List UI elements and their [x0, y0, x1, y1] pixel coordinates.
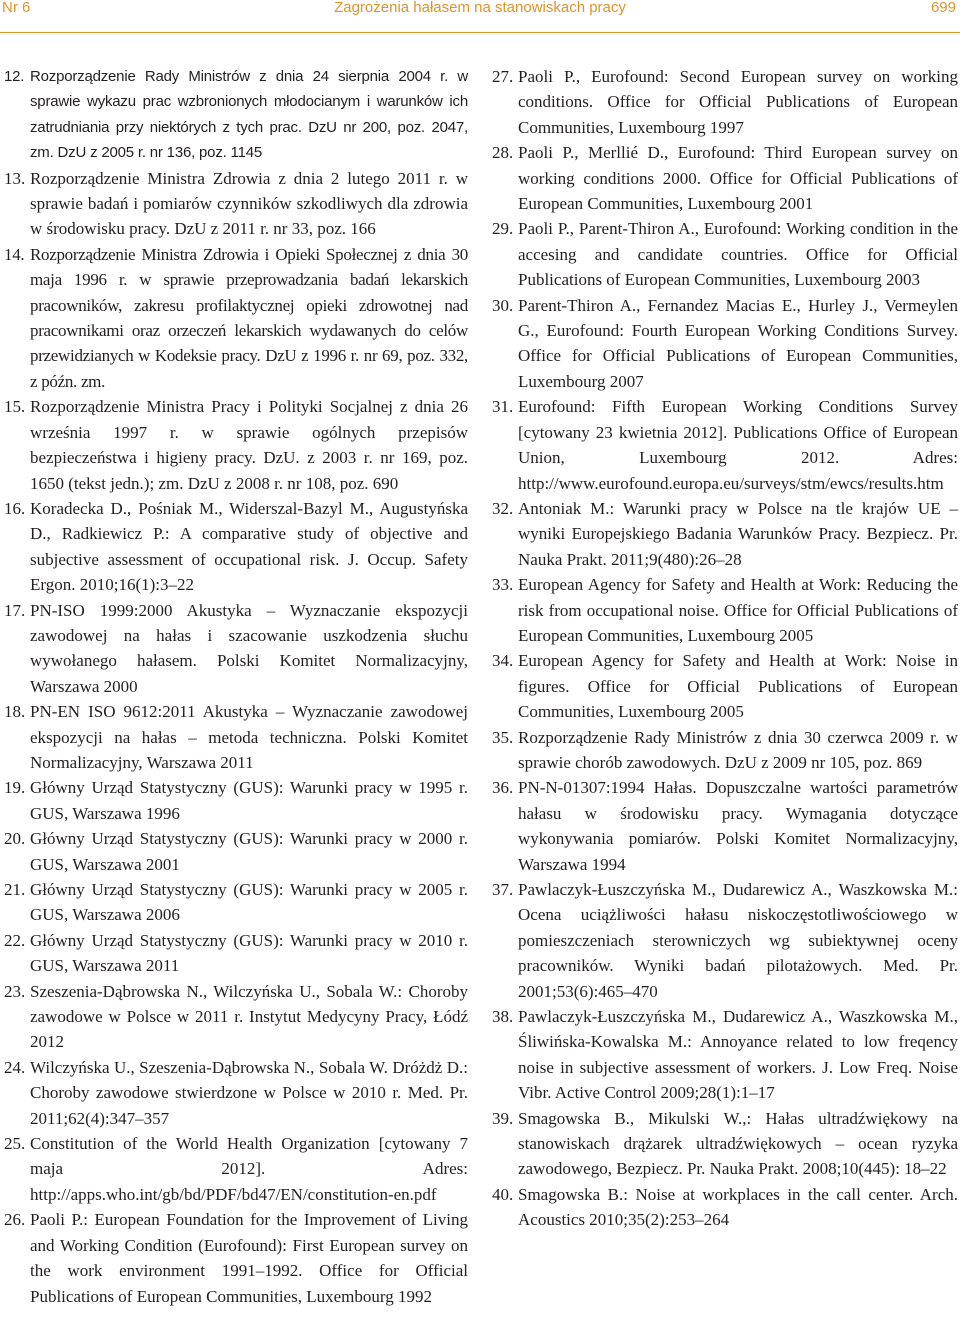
- reference-number: 16.: [4, 498, 26, 518]
- reference-text: PN-ISO 1999:2000 Akustyka – Wyznaczanie ekspozycji zawodowej na hałas i szacowanie uszkodzenia słuchu wywołanego hałasem. Polski Komitet Normalizacyjny, Warszawa 2000: [30, 600, 468, 696]
- reference-number: 31.: [492, 397, 514, 417]
- reference-number: 27.: [492, 67, 514, 86]
- reference-number: 29.: [492, 219, 514, 239]
- reference-number: 40.: [492, 1184, 514, 1204]
- reference-text: Smagowska B., Mikulski W.,: Hałas ultradźwiękowy na stanowiskach drążarek ultradźwiękowych – ocean ryzyka zawodowego, Bezpiecz. Pr. Nauka Prakt. 2008;10(445): 18–22: [518, 1108, 958, 1179]
- reference-number: 36.: [492, 778, 514, 798]
- reference-item-34: [492, 648, 958, 724]
- reference-item-35: [492, 725, 958, 776]
- reference-text: Koradecka D., Pośniak M., Widerszal-Bazyl M., Augustyńska D., Radkiewicz P.: A comparative study of objective and subjective assessment of occupational risk. J. Occup. Safety Ergon. 2010;16(1):3–22: [30, 498, 468, 595]
- reference-text: Rozporządzenie Ministra Zdrowia i Opieki Społecznej z dnia 30 maja 1996 r. w sprawie przeprowadzania badań lekarskich pracowników, zakresu profilaktycznej opieki zdrowotnej nad pracownikami oraz orzeczeń lekarskich wydawanych do celów przewidzianych w Kodeksie pracy. DzU z 1996 r. nr 69, poz. 332, z późn. zm.: [30, 244, 468, 391]
- reference-item-40: [492, 1182, 958, 1233]
- reference-text: Główny Urząd Statystyczny (GUS): Warunki pracy w 1995 r. GUS, Warszawa 1996: [30, 778, 468, 823]
- reference-item-14: [4, 242, 468, 394]
- reference-text: Wilczyńska U., Szeszenia-Dąbrowska N., Sobala W. Dróżdż D.: Choroby zawodowe stwierdzone w Polsce w 2010 r. Med. Pr. 2011;62(4):347–357: [30, 1057, 468, 1128]
- reference-text: Rozporządzenie Ministra Pracy i Polityki Socjalnej z dnia 26 września 1997 r. w sprawie ogólnych przepisów bezpieczeństwa i higieny pracy. DzU. z 2003 r. nr 169, poz. 1650 (tekst jedn.); zm. DzU z 2008 r. nr 108, poz. 690: [30, 397, 468, 493]
- reference-text: Paoli P.: European Foundation for the Improvement of Living and Working Condition (Eurofound): First European survey on the work environment 1991–1992. Office for Official Publications of European Communities, Luxembourg 1992: [30, 1210, 468, 1306]
- reference-item-16: [4, 496, 468, 598]
- reference-number: 32.: [492, 498, 514, 518]
- reference-number: 26.: [4, 1210, 26, 1230]
- reference-number: 25.: [4, 1134, 26, 1154]
- reference-item-26: [4, 1207, 468, 1309]
- reference-text: Antoniak M.: Warunki pracy w Polsce na tle krajów UE – wyniki Europejskiego Badania Warunków Pracy. Bezpiecz. Pr. Nauka Prakt. 2011;9(480):26–28: [518, 498, 958, 569]
- reference-number: 34.: [492, 651, 514, 671]
- reference-text: PN-N-01307:1994 Hałas. Dopuszczalne wartości parametrów hałasu w środowisku pracy. Wymagania dotyczące wykonywania pomiarów. Polski Komitet Normalizacyjny, Warszawa 1994: [518, 778, 958, 874]
- reference-item-22: [4, 928, 468, 979]
- reference-item-12: [4, 64, 468, 166]
- reference-number: 17.: [4, 600, 26, 620]
- reference-number: 18.: [4, 702, 26, 722]
- reference-item-24: [4, 1055, 468, 1131]
- reference-item-19: [4, 775, 468, 826]
- reference-item-30: [492, 293, 958, 395]
- reference-text: Rozporządzenie Ministra Zdrowia z dnia 2 lutego 2011 r. w sprawie badań i pomiarów czynników szkodliwych dla zdrowia w środowisku pracy. DzU z 2011 r. nr 33, poz. 166: [30, 168, 468, 239]
- references-column-right: [492, 64, 958, 1233]
- reference-item-15: [4, 394, 468, 496]
- reference-text: Główny Urząd Statystyczny (GUS): Warunki pracy w 2010 r. GUS, Warszawa 2011: [30, 930, 468, 976]
- reference-text: Rozporządzenie Rady Ministrów z dnia 30 czerwca 2009 r. w sprawie chorób zawodowych. DzU z 2009 nr 105, poz. 869: [518, 727, 958, 772]
- reference-number: 22.: [4, 930, 26, 950]
- reference-text: Szeszenia-Dąbrowska N., Wilczyńska U., Sobala W.: Choroby zawodowe w Polsce w 2011 r. Instytut Medycyny Pracy, Łódź 2012: [30, 981, 468, 1052]
- reference-list-right: [492, 64, 958, 1233]
- reference-number: 24.: [4, 1057, 26, 1077]
- reference-item-38: [492, 1004, 958, 1106]
- reference-text: Pawlaczyk-Łuszczyńska M., Dudarewicz A., Waszkowska M., Śliwińska-Kowalska M.: Annoyance related to low freqency noise in subjective assessment of workers. J. Low Freq. Noise Vibr. Active Control 2009;28(1):1–17: [518, 1007, 958, 1103]
- running-title: Zagrożenia hałasem na stanowiskach pracy: [334, 0, 626, 16]
- reference-text: European Agency for Safety and Health at Work: Noise in figures. Office for Official Publications of European Communities, Luxembourg 2005: [518, 651, 958, 722]
- reference-number: 13.: [4, 168, 26, 188]
- issue-number: Nr 6: [2, 0, 31, 16]
- reference-text: Pawlaczyk-Łuszczyńska M., Dudarewicz A., Waszkowska M.: Ocena uciążliwości hałasu niskoczęstotliwościowego w pomieszczeniach sterowniczych wg subiektywnej oceny pracowników. Wyniki badań pilotażowych. Med. Pr. 2001;53(6):465–470: [518, 880, 958, 1001]
- reference-number: 14.: [4, 244, 25, 264]
- reference-item-28: [492, 140, 958, 216]
- reference-item-18: [4, 699, 468, 775]
- reference-item-29: [492, 216, 958, 292]
- reference-item-17: [4, 598, 468, 700]
- reference-number: 28.: [492, 143, 514, 163]
- page-header: [0, 0, 960, 40]
- reference-number: 39.: [492, 1108, 514, 1128]
- reference-number: 38.: [492, 1007, 514, 1027]
- reference-item-23: [4, 979, 468, 1055]
- header-divider: [0, 32, 960, 33]
- page-number: 699: [930, 0, 956, 16]
- reference-text: Paoli P., Parent-Thiron A., Eurofound: Working condition in the accesing and candidate countries. Office for Official Publications of European Communities, Luxembourg 2003: [518, 219, 958, 290]
- reference-text: Constitution of the World Health Organization [cytowany 7 maja 2012]. Adres: http://apps.who.int/gb/bd/PDF/bd47/EN/constitution-en.pdf: [30, 1134, 468, 1204]
- reference-text: Paoli P., Eurofound: Second European survey on working conditions. Office for Official Publications of European Communities, Luxembourg 1997: [518, 67, 958, 137]
- reference-list-left: [4, 64, 468, 1309]
- reference-text: Główny Urząd Statystyczny (GUS): Warunki pracy w 2000 r. GUS, Warszawa 2001: [30, 829, 468, 874]
- reference-text: Eurofound: Fifth European Working Conditions Survey [cytowany 23 kwietnia 2012]. Publications Office of European Union, Luxembourg 2012. Adres: http://www.eurofound.europa.eu/surveys/stm/ewcs/results.htm: [518, 397, 958, 493]
- reference-number: 33.: [492, 575, 514, 595]
- reference-item-20: [4, 826, 468, 877]
- reference-number: 21.: [4, 880, 26, 899]
- reference-number: 19.: [4, 778, 26, 798]
- reference-number: 30.: [492, 295, 514, 315]
- reference-number: 20.: [4, 829, 26, 849]
- reference-number: 12.: [4, 68, 25, 85]
- reference-item-21: [4, 877, 468, 928]
- reference-number: 37.: [492, 880, 514, 899]
- reference-number: 15.: [4, 397, 26, 417]
- reference-number: 35.: [492, 727, 514, 747]
- reference-item-13: [4, 166, 468, 242]
- reference-text: Smagowska B.: Noise at workplaces in the call center. Arch. Acoustics 2010;35(2):253–264: [518, 1184, 958, 1230]
- reference-item-37: [492, 877, 958, 1004]
- reference-number: 23.: [4, 981, 26, 1001]
- references-column-left: [4, 64, 468, 1309]
- reference-item-33: [492, 572, 958, 648]
- reference-item-31: [492, 394, 958, 496]
- reference-text: PN-EN ISO 9612:2011 Akustyka – Wyznaczanie zawodowej ekspozycji na hałas – metoda techniczna. Polski Komitet Normalizacyjny, Warszawa 2011: [30, 702, 468, 772]
- reference-text: Główny Urząd Statystyczny (GUS): Warunki pracy w 2005 r. GUS, Warszawa 2006: [30, 880, 468, 925]
- reference-text: Paoli P., Merllié D., Eurofound: Third European survey on working conditions 2000. Office for Official Publications of European Communities, Luxembourg 2001: [518, 143, 958, 214]
- reference-item-25: [4, 1131, 468, 1207]
- reference-item-27: [492, 64, 958, 140]
- reference-text: Rozporządzenie Rady Ministrów z dnia 24 sierpnia 2004 r. w sprawie wykazu prac wzbronionych młodocianym i warunków ich zatrudniania przy niektórych z tych prac. DzU nr 200, poz. 2047, zm. DzU z 2005 r. nr 136, poz. 1145: [30, 68, 468, 162]
- reference-item-36: [492, 775, 958, 877]
- reference-item-32: [492, 496, 958, 572]
- reference-text: European Agency for Safety and Health at Work: Reducing the risk from occupational noise. Office for Official Publications of European Communities, Luxembourg 2005: [518, 575, 958, 645]
- reference-item-39: [492, 1106, 958, 1182]
- reference-text: Parent-Thiron A., Fernandez Macias E., Hurley J., Vermeylen G., Eurofound: Fourth European Working Conditions Survey. Office for Official Publications of European Communities, Luxembourg 2007: [518, 295, 958, 391]
